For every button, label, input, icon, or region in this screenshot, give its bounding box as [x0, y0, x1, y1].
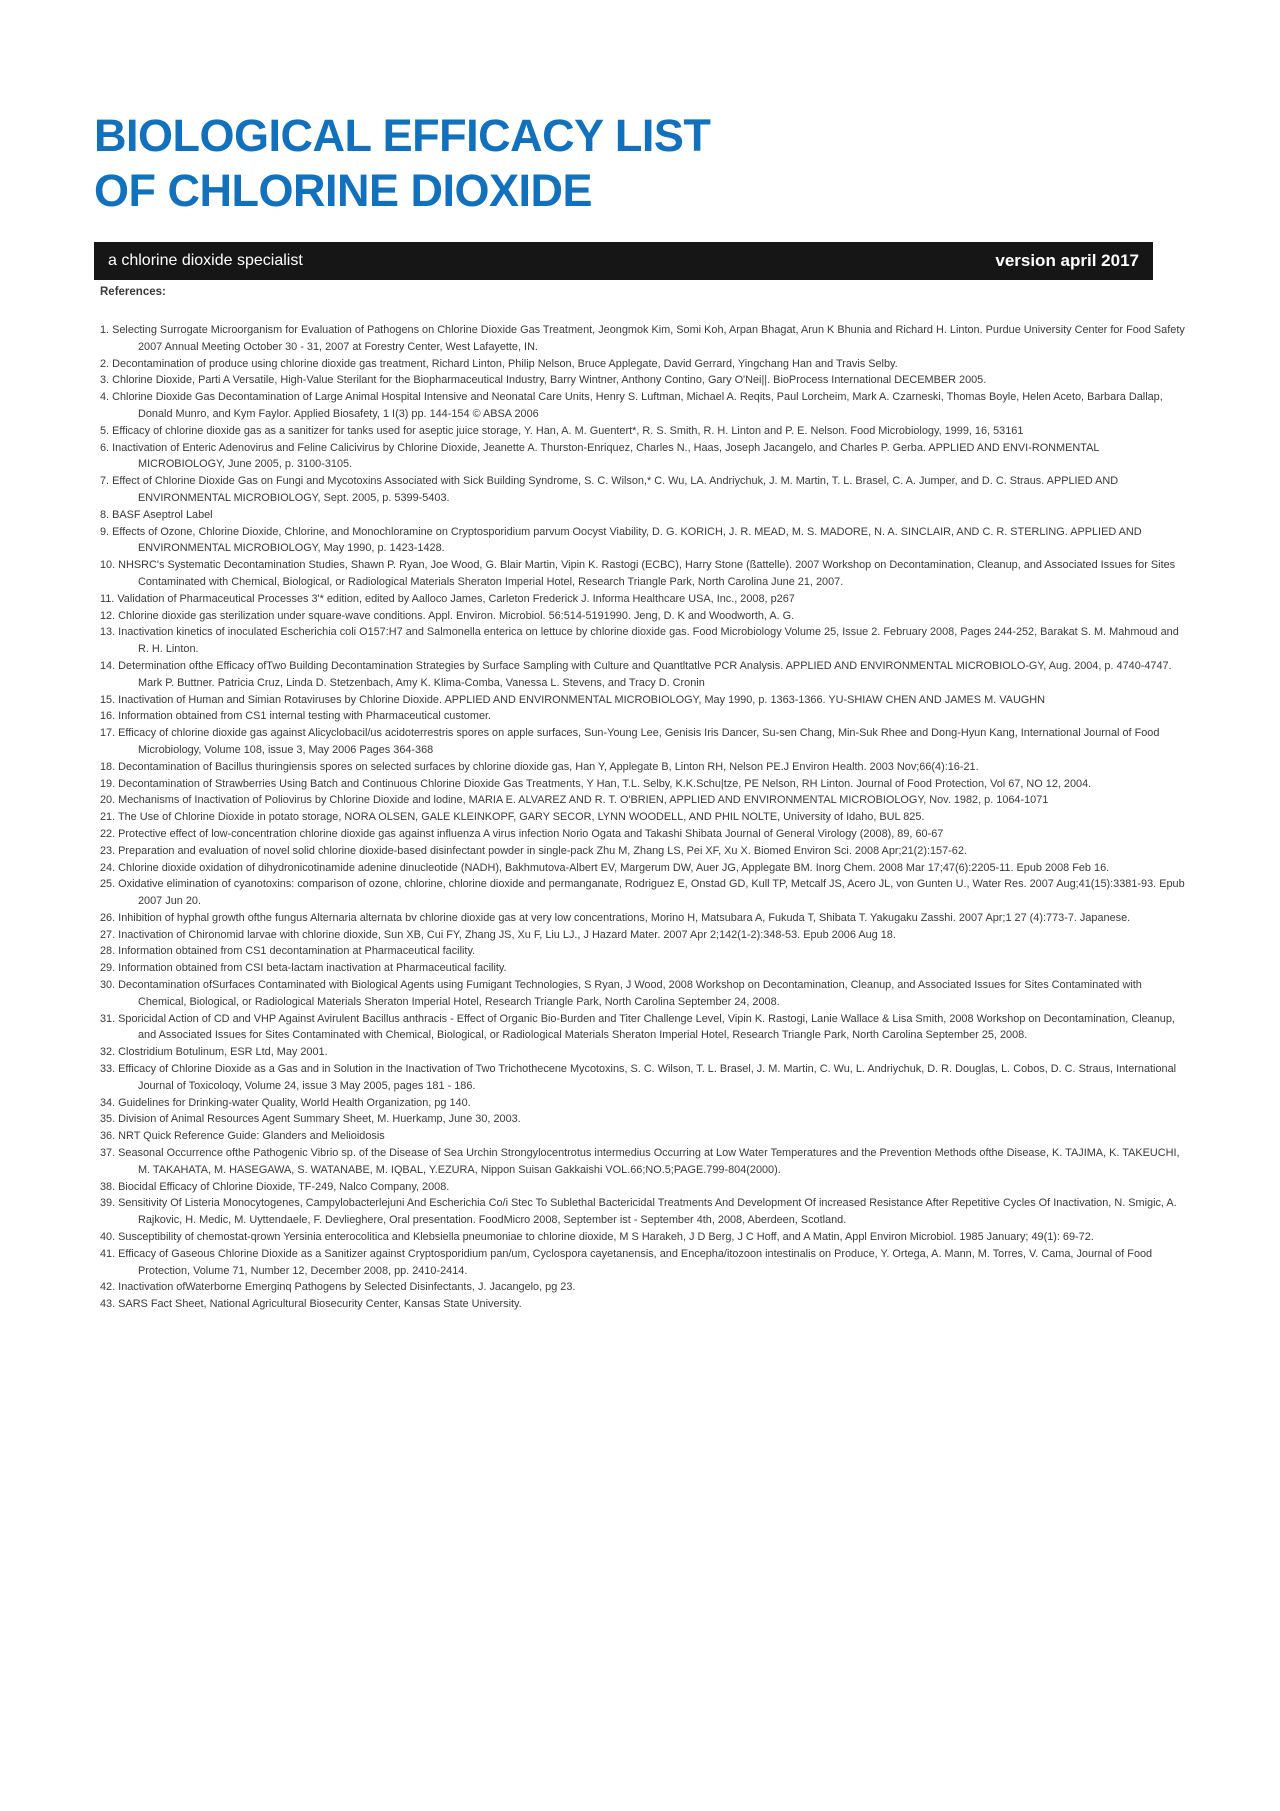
reference-item: 37. Seasonal Occurrence ofthe Pathogenic Vibrio sp. of the Disease of Sea Urchin Strongylocentrotus intermedius Occurring at Low Water Temperatures and the Prevention Methods ofthe Disease, K. TAJIMA, K. TAKEUCHI, M. TAKAHATA, M. HASEGAWA, S. WATANABE, M. IQBAL, Y.EZURA, Nippon Suisan Gakkaishi VOL.66;NO.5;PAGE.799-804(2000). [100, 1147, 1180, 1176]
reference-item: 24. Chlorine dioxide oxidation of dihydronicotinamide adenine dinucleotide (NADH), Bakhmutova-Albert EV, Margerum DW, Auer JG, Applegate BM. Inorg Chem. 2008 Mar 17;47(6):2205-11. Epub 2008 Feb 16. [100, 861, 1110, 874]
reference-item: 26. Inhibition of hyphal growth ofthe fungus Alternaria alternata bv chlorine dioxide gas at very low concentrations, Morino H, Matsubara A, Fukuda T, Shibata T. Yakugaku Zasshi. 2007 Apr;1 27 (4):773-7. Japanese. [100, 911, 1131, 924]
banner-tagline: a chlorine dioxide specialist [108, 252, 303, 269]
reference-item: 40. Susceptibility of chemostat-qrown Yersinia enterocolitica and Klebsiella pneumoniae to chlorine dioxide, M S Harakeh, J D Berg, J C Hoff, and A Matin, Appl Environ Microbiol. 1985 January; 49(1): 69-72. [100, 1231, 1094, 1244]
reference-item: 9. Effects of Ozone, Chlorine Dioxide, Chlorine, and Monochloramine on Cryptosporidium parvum Oocyst Viability, D. G. KORICH, J. R. MEAD, M. S. MADORE, N. A. SINCLAIR, AND C. R. STERLING. APPLIED AND ENVIRONMENTAL MICROBIOLOGY, May 1990, p. 1423-1428. [100, 525, 1142, 555]
reference-item: 34. Guidelines for Drinking-water Quality, World Health Organization, pg 140. [100, 1096, 471, 1109]
reference-item: 31. Sporicidal Action of CD and VHP Against Avirulent Bacillus anthracis - Effect of Organic Bio-Burden and Titer Challenge Level, Vipin K. Rastogi, Lanie Wallace & Lisa Smith, 2008 Workshop on Decontamination, Cleanup, and Associated Issues for Sites Contaminated with Chemical, Biological, or Radiological Materials Sheraton Imperial Hotel, Research Triangle Park, North Carolina September 25, 2008. [100, 1012, 1175, 1042]
reference-item: 17. Efficacy of chlorine dioxide gas against Alicyclobacil/us acidoterrestris spores on apple surfaces, Sun-Young Lee, Genisis Iris Dancer, Su-sen Chang, Min-Suk Rhee and Dong-Hyun Kang, International Journal of Food Microbiology, Volume 108, issue 3, May 2006 Pages 364-368 [100, 727, 1160, 756]
reference-item: 43. SARS Fact Sheet, National Agricultural Biosecurity Center, Kansas State University. [100, 1298, 522, 1311]
reference-item: 36. NRT Quick Reference Guide: Glanders and Melioidosis [100, 1130, 385, 1143]
reference-item: 8. BASF Aseptrol Label [100, 508, 213, 521]
reference-item: 22. Protective effect of low-concentration chlorine dioxide gas against influenza A virus infection Norio Ogata and Takashi Shibata Journal of General Virology (2008), 89, 60-67 [100, 827, 944, 840]
reference-item: 6. Inactivation of Enteric Adenovirus and Feline Calicivirus by Chlorine Dioxide, Jeanette A. Thurston-Enriquez, Charles N., Haas, Joseph Jacangelo, and Charles P. Gerba. APPLIED AND ENVI-RONMENTAL MICROBIOLOGY, June 2005, p. 3100-3105. [100, 441, 1099, 471]
banner-version: version april 2017 [995, 251, 1139, 270]
reference-item: 21. The Use of Chlorine Dioxide in potato storage, NORA OLSEN, GALE KLEINKOPF, GARY SECOR, LYNN WOODELL, AND PHIL NOLTE, University of Idaho, BUL 825. [100, 811, 925, 824]
reference-item: 23. Preparation and evaluation of novel solid chlorine dioxide-based disinfectant powder in single-pack Zhu M, Zhang LS, Pei XF, Xu X. Biomed Environ Sci. 2008 Apr;21(2):157-62. [100, 844, 967, 857]
reference-item: 11. Validation of Pharmaceutical Processes 3'* edition, edited by Aalloco James, Carleton Frederick J. Informa Healthcare USA, Inc., 2008, p267 [100, 592, 795, 605]
reference-item: 20. Mechanisms of Inactivation of Poliovirus by Chlorine Dioxide and lodine, MARIA E. ALVAREZ AND R. T. O'BRIEN, APPLIED AND ENVIRONMENTAL MICROBIOLOGY, Nov. 1982, p. 1064-1071 [100, 794, 1049, 807]
reference-item: 12. Chlorine dioxide gas sterilization under square-wave conditions. Appl. Environ. Microbiol. 56:514-5191990. Jeng, D. K and Woodworth, A. G. [100, 609, 795, 622]
reference-item: 14. Determination ofthe Efficacy ofTwo Building Decontamination Strategies by Surface Sampling with Culture and Quantltatlve PCR Analysis. APPLIED AND ENVIRONMENTAL MICROBIOLO-GY, Aug. 2004, p. 4740-4747. Mark P. Buttner. Patricia Cruz, Linda D. Stetzenbach, Amy K. Klima-Comba, Vanessa L. Stevens, and Tracy D. Cronin [100, 659, 1172, 689]
reference-item: 42. Inactivation ofWaterborne Emerginq Pathogens by Selected Disinfectants, J. Jacangelo, pg 23. [100, 1281, 576, 1294]
reference-item: 35. Division of Animal Resources Agent Summary Sheet, M. Huerkamp, June 30, 2003. [100, 1113, 521, 1126]
reference-item: 7. Effect of Chlorine Dioxide Gas on Fungi and Mycotoxins Associated with Sick Building Syndrome, S. C. Wilson,* C. Wu, LA. Andriychuk, J. M. Martin, T. L. Brasel, C. A. Jumper, and D. C. Straus. APPLIED AND ENVIRONMENTAL MICROBIOLOGY, Sept. 2005, p. 5399-5403. [100, 475, 1119, 504]
title-line-2: OF CHLORINE DIOXIDE [94, 165, 593, 216]
reference-item: 15. Inactivation of Human and Simian Rotaviruses by Chlorine Dioxide. APPLIED AND ENVIRONMENTAL MICROBIOLOGY, May 1990, p. 1363-1366. YU-SHIAW CHEN AND JAMES M. VAUGHN [100, 693, 1046, 706]
reference-item: 30. Decontamination ofSurfaces Contaminated with Biological Agents using Fumigant Technologies, S Ryan, J Wood, 2008 Workshop on Decontamination, Cleanup, and Associated Issues for Sites Contaminated with Chemical, Biological, or Radiological Materials Sheraton Imperial Hotel, Research Triangle Park, North Carolina September 24, 2008. [100, 979, 1142, 1008]
references-list [100, 322, 1188, 1313]
reference-item: 33. Efficacy of Chlorine Dioxide as a Gas and in Solution in the Inactivation of Two Trichothecene Mycotoxins, S. C. Wilson, T. L. Brasel, J. M. Martin, C. Wu, L. Andriychuk, D. R. Douglas, L. Cobos, D. C. Straus, International Journal of Toxicoloqy, Volume 24, issue 3 May 2005, pages 181 - 186. [100, 1063, 1177, 1092]
reference-item: 5. Efficacy of chlorine dioxide gas as a sanitizer for tanks used for aseptic juice storage, Y. Han, A. M. Guentert*, R. S. Smith, R. H. Linton and P. E. Nelson. Food Microbiology, 1999, 16, 53161 [100, 424, 1024, 437]
reference-item: 2. Decontamination of produce using chlorine dioxide gas treatment, Richard Linton, Philip Nelson, Bruce Applegate, David Gerrard, Yingchang Han and Travis Selby. [100, 357, 898, 370]
reference-item: 27. Inactivation of Chironomid larvae with chlorine dioxide, Sun XB, Cui FY, Zhang JS, Xu F, Liu LJ., J Hazard Mater. 2007 Apr 2;142(1-2):348-53. Epub 2006 Aug 18. [100, 928, 896, 941]
reference-item: 18. Decontamination of Bacillus thuringiensis spores on selected surfaces by chlorine dioxide gas, Han Y, Applegate B, Linton RH, Nelson PE.J Environ Health. 2003 Nov;66(4):16-21. [100, 760, 979, 773]
reference-item: 32. Clostridium Botulinum, ESR Ltd, May 2001. [100, 1046, 328, 1059]
reference-item: 29. Information obtained from CSI beta-lactam inactivation at Pharmaceutical facility. [100, 962, 507, 975]
reference-item: 3. Chlorine Dioxide, Parti A Versatile, High-Value Sterilant for the Biopharmaceutical Industry, Barry Wintner, Anthony Contino, Gary O'Nei||. BioProcess International DECEMBER 2005. [100, 374, 987, 387]
reference-item: 13. Inactivation kinetics of inoculated Escherichia coli O157:H7 and Salmonella enterica on lettuce by chlorine dioxide gas. Food Microbiology Volume 25, Issue 2. February 2008, Pages 244-252, Barakat S. M. Mahmoud and R. H. Linton. [100, 626, 1179, 656]
document-title [94, 108, 710, 218]
reference-item: 39. Sensitivity Of Listeria Monocytogenes, Campylobacterlejuni And Escherichia Co/i Stec To Sublethal Bactericidal Treatments And Development Of increased Resistance After Repetitive Cycles Of Inactivation, N. Smigic, A. Rajkovic, H. Medic, M. Uyttendaele, F. Devlieghere, Oral presentation. FoodMicro 2008, September ist - September 4th, 2008, Aberdeen, Scotland. [100, 1197, 1177, 1227]
reference-item: 1. Selecting Surrogate Microorganism for Evaluation of Pathogens on Chlorine Dioxide Gas Treatment, Jeongmok Kim, Somi Koh, Arpan Bhagat, Arun K Bhunia and Richard H. Linton. Purdue University Center for Food Safety 2007 Annual Meeting October 30 - 31, 2007 at Forestry Center, West Lafayette, IN. [100, 324, 1185, 353]
reference-item: 25. Oxidative elimination of cyanotoxins: comparison of ozone, chlorine, chlorine dioxide and permanganate, Rodriguez E, Onstad GD, Kull TP, Metcalf JS, Acero JL, von Gunten U., Water Res. 2007 Aug;41(15):3381-93. Epub 2007 Jun 20. [100, 878, 1185, 908]
reference-item: 4. Chlorine Dioxide Gas Decontamination of Large Animal Hospital Intensive and Neonatal Care Units, Henry S. Luftman, Michael A. Reqits, Paul Lorcheim, Mark A. Czarneski, Thomas Boyle, Helen Aceto, Barbara Dallap, Donald Munro, and Kym Faylor. Applied Biosafety, 1 I(3) pp. 144-154 © ABSA 2006 [100, 391, 1163, 420]
references-heading: References: [100, 286, 166, 298]
reference-item: 10. NHSRC's Systematic Decontamination Studies, Shawn P. Ryan, Joe Wood, G. Blair Martin, Vipin K. Rastogi (ECBC), Harry Stone (ßattelle). 2007 Workshop on Decontamination, Cleanup, and Associated Issues for Sites Contaminated with Chemical, Biological, or Radiological Materials Sheraton Imperial Hotel, Research Triangle Park, North Carolina June 21, 2007. [100, 559, 1176, 588]
header-banner [94, 242, 1153, 280]
reference-item: 41. Efficacy of Gaseous Chlorine Dioxide as a Sanitizer against Cryptosporidium pan/um, Cyclospora cayetanensis, and Encepha/itozoon intestinalis on Produce, Y. Ortega, A. Mann, M. Torres, V. Cama, Journal of Food Protection, Volume 71, Number 12, December 2008, pp. 2410-2414. [100, 1247, 1153, 1277]
reference-item: 19. Decontamination of Strawberries Using Batch and Continuous Chlorine Dioxide Gas Treatments, Y Han, T.L. Selby, K.K.Schu|tze, PE Nelson, RH Linton. Journal of Food Protection, Vol 67, NO 12, 2004. [100, 777, 1092, 790]
reference-item: 38. Biocidal Efficacy of Chlorine Dioxide, TF-249, Nalco Company, 2008. [100, 1180, 450, 1193]
reference-item: 28. Information obtained from CS1 decontamination at Pharmaceutical facility. [100, 945, 476, 958]
reference-item: 16. Information obtained from CS1 internal testing with Pharmaceutical customer. [100, 710, 492, 723]
title-line-1: BIOLOGICAL EFFICACY LIST [94, 110, 711, 161]
